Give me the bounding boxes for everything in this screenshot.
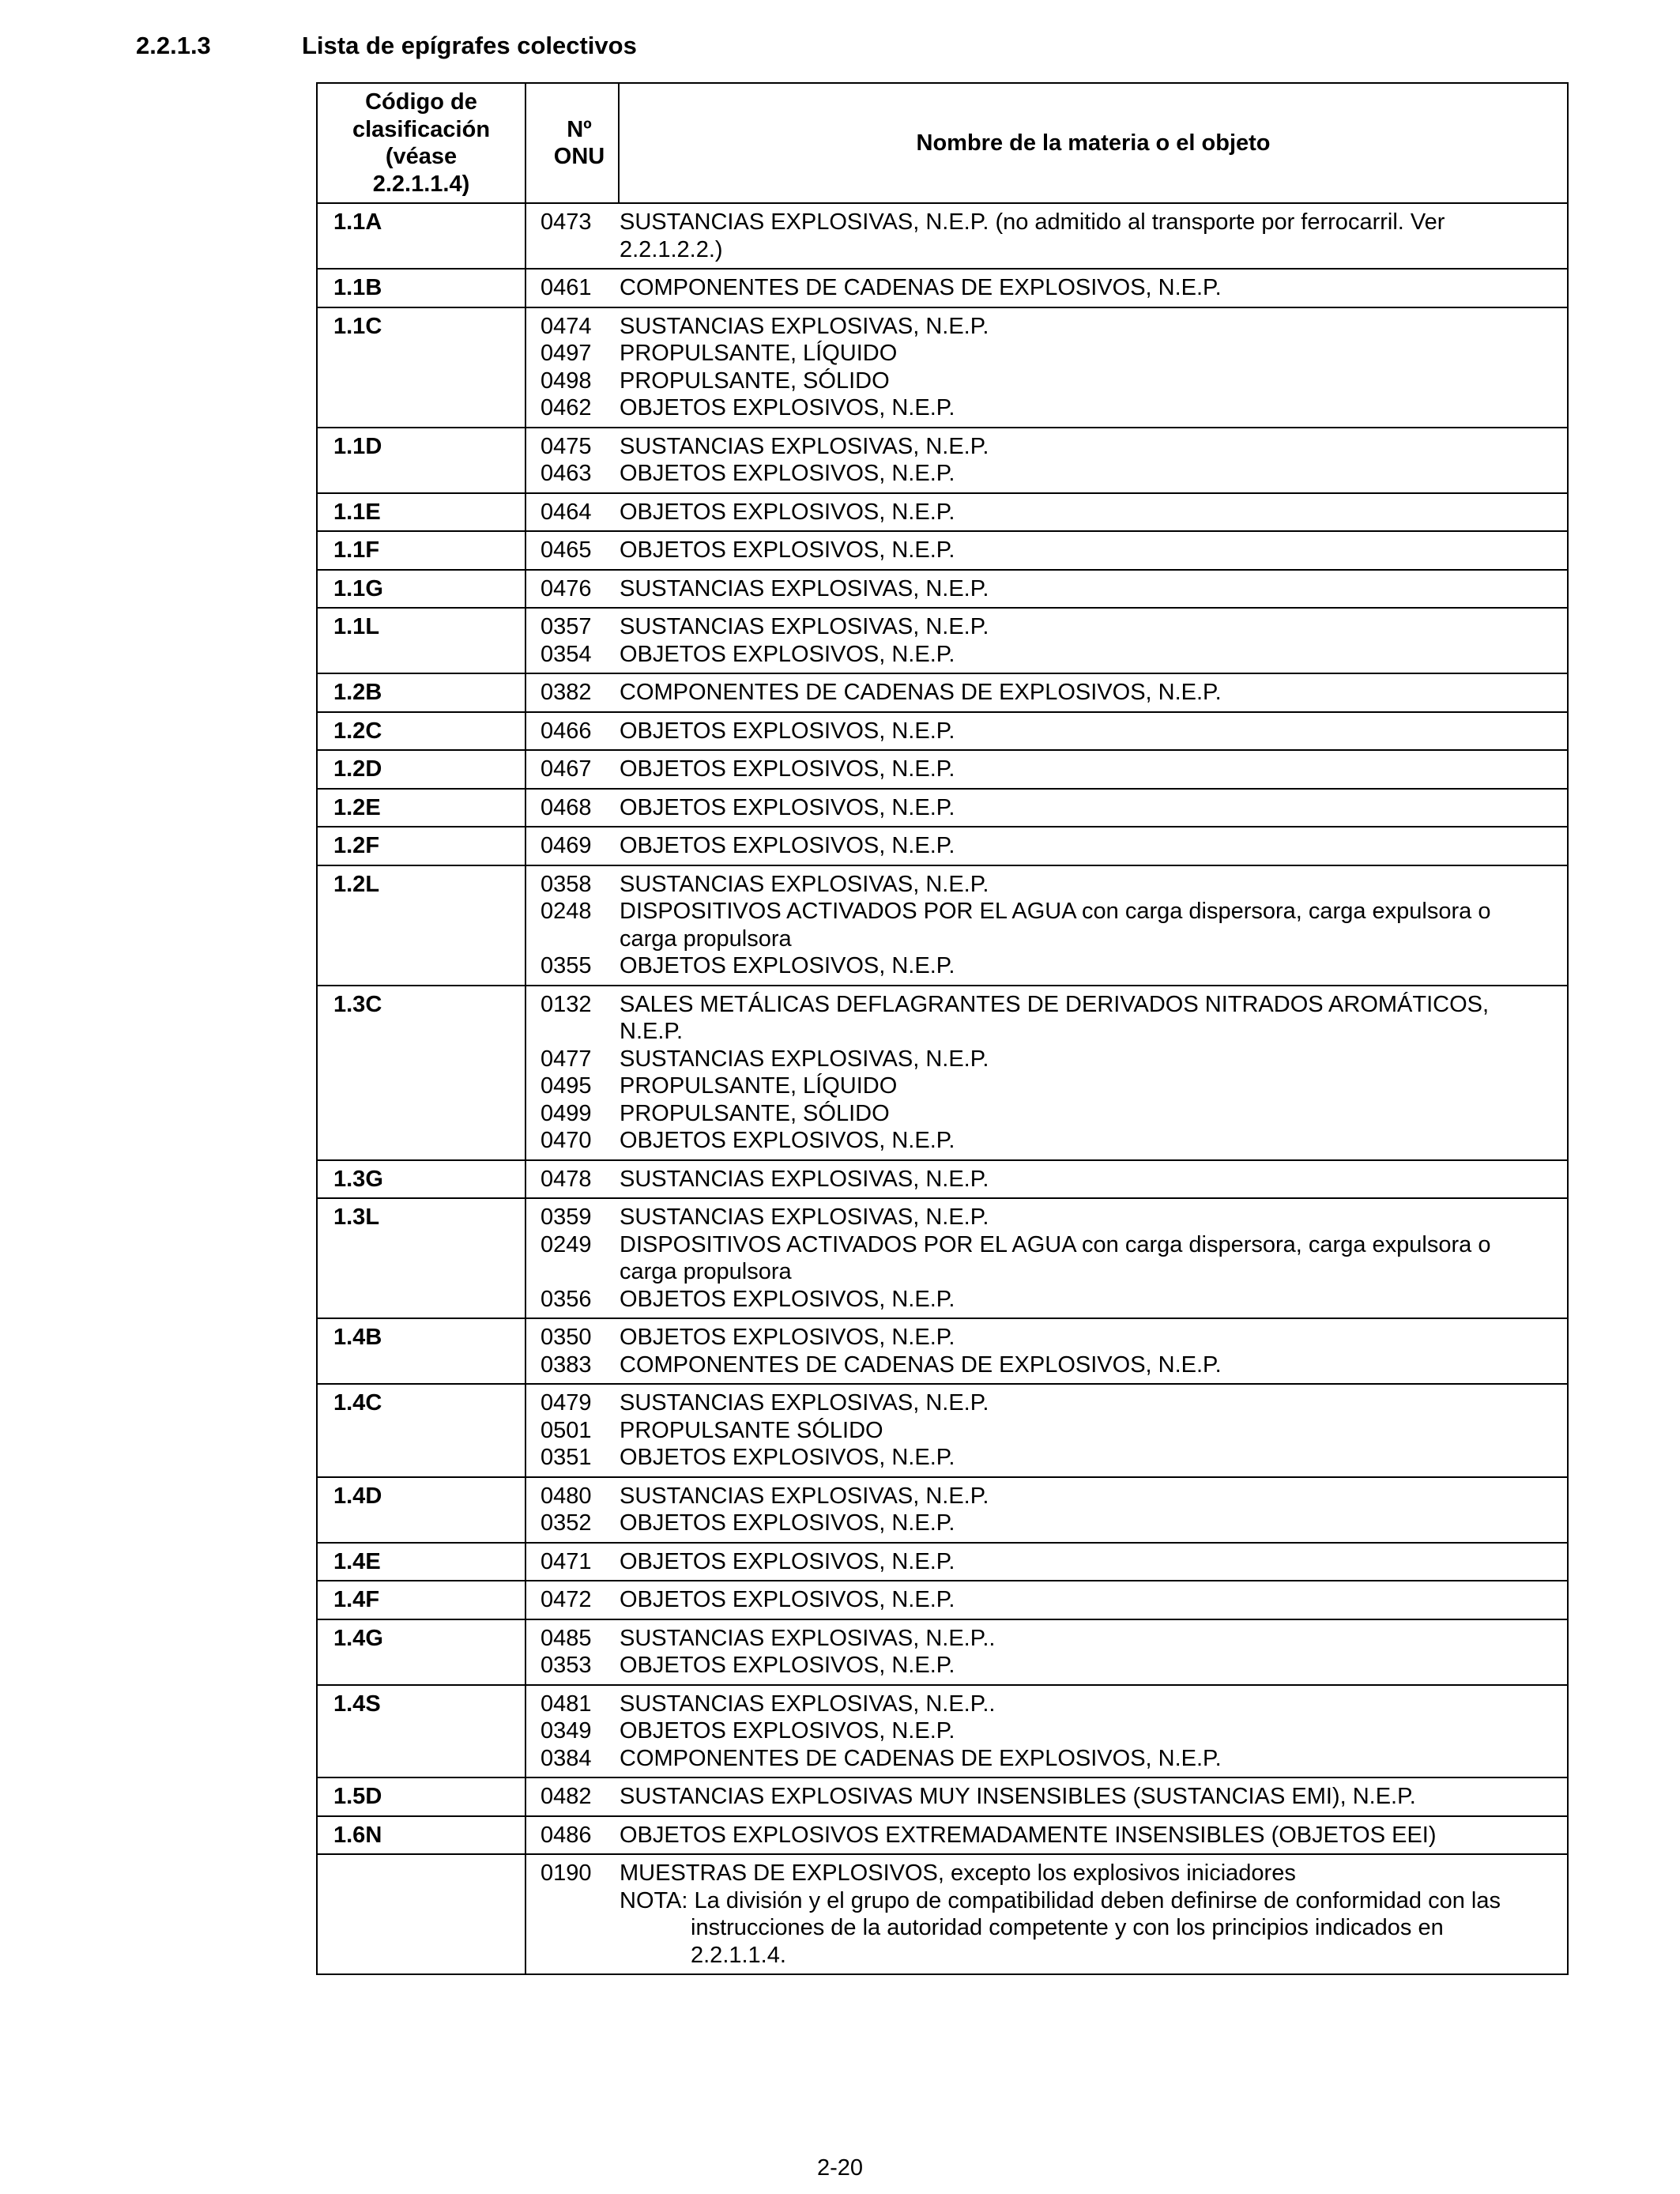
entry-name-line: SUSTANCIAS EXPLOSIVAS, N.E.P. xyxy=(620,313,989,339)
un-number: 0495 xyxy=(541,1073,592,1099)
entry-name-line: OBJETOS EXPLOSIVOS, N.E.P. xyxy=(620,833,955,858)
table-row xyxy=(317,789,1568,827)
entry-name xyxy=(620,1100,1532,1128)
table-row xyxy=(317,1543,1568,1581)
entry-name-line: OBJETOS EXPLOSIVOS EXTREMADAMENTE INSENSIBLES (OBJETOS EEI) xyxy=(620,1822,1437,1848)
un-number: 0482 xyxy=(541,1784,592,1809)
un-number: 0468 xyxy=(541,794,592,820)
entry-name-line: COMPONENTES DE CADENAS DE EXPLOSIVOS, N.E.P. xyxy=(620,1745,1222,1771)
entry-name xyxy=(620,641,1532,669)
entry-name-line: carga propulsora xyxy=(620,925,792,952)
entry-name xyxy=(620,1286,1532,1314)
entry-name xyxy=(620,274,1532,302)
un-number: 0357 xyxy=(541,614,592,639)
entry xyxy=(526,537,1532,564)
un-number: 0351 xyxy=(541,1445,592,1470)
entries-cell xyxy=(525,493,1568,532)
entries-cell xyxy=(525,789,1568,827)
un-number: 0486 xyxy=(541,1822,592,1848)
entry-name xyxy=(620,1046,1532,1073)
entry-name-line: SUSTANCIAS EXPLOSIVAS MUY INSENSIBLES (SUSTANCIAS EMI), N.E.P. xyxy=(620,1784,1416,1809)
entry-name-line: OBJETOS EXPLOSIVOS, N.E.P. xyxy=(620,499,955,525)
entry-name-line: MUESTRAS DE EXPLOSIVOS, excepto los explosivos iniciadores xyxy=(620,1860,1296,1886)
entry-name xyxy=(620,1510,1532,1537)
header-code-line: clasificación xyxy=(352,116,491,142)
entries-cell xyxy=(525,673,1568,712)
entry xyxy=(526,679,1532,707)
entry-name xyxy=(620,1625,1532,1653)
entry xyxy=(526,1510,1532,1537)
classification-code: 1.4C xyxy=(317,1384,525,1477)
entry xyxy=(526,1127,1532,1155)
entry-name xyxy=(620,952,1532,980)
entry-name xyxy=(620,340,1532,368)
entry xyxy=(526,1100,1532,1128)
entry-name xyxy=(620,756,1532,783)
entry-name-line: DISPOSITIVOS ACTIVADOS POR EL AGUA con carga dispersora, carga expulsora o xyxy=(620,899,1491,924)
header-onu-line: Nº xyxy=(567,116,592,142)
entry-name xyxy=(620,991,1532,1046)
entry-name xyxy=(620,1691,1532,1718)
entry-name xyxy=(620,1586,1532,1614)
entry-name-line: COMPONENTES DE CADENAS DE EXPLOSIVOS, N.E.P. xyxy=(620,275,1222,300)
table-row xyxy=(317,1318,1568,1384)
entry-name xyxy=(620,1072,1532,1100)
entry xyxy=(526,209,1532,263)
entries-cell xyxy=(525,203,1568,269)
entry-name xyxy=(620,1204,1532,1231)
entry xyxy=(526,1483,1532,1510)
entry-name xyxy=(620,1548,1532,1576)
un-number: 0473 xyxy=(541,209,592,235)
table-row xyxy=(317,608,1568,673)
entry xyxy=(526,641,1532,669)
entry-name xyxy=(620,368,1532,395)
table-header-row xyxy=(317,83,1568,203)
un-number: 0349 xyxy=(541,1718,592,1744)
entries-cell xyxy=(525,1854,1568,1974)
entry xyxy=(526,1625,1532,1653)
entries-cell xyxy=(525,1816,1568,1855)
entries-cell xyxy=(525,1543,1568,1581)
entry-name xyxy=(620,1860,1532,1887)
section-heading xyxy=(136,32,637,60)
table-row xyxy=(317,269,1568,307)
entry-name xyxy=(620,1717,1532,1745)
entries-cell xyxy=(525,750,1568,789)
un-number: 0358 xyxy=(541,871,592,897)
entries-cell xyxy=(525,1160,1568,1199)
entry-name-line: SUSTANCIAS EXPLOSIVAS, N.E.P.. xyxy=(620,1625,996,1651)
un-number: 0466 xyxy=(541,718,592,744)
entry-name xyxy=(620,1652,1532,1679)
entry xyxy=(526,1324,1532,1351)
un-number: 0384 xyxy=(541,1745,592,1771)
un-number: 0479 xyxy=(541,1390,592,1416)
entry-name xyxy=(620,1483,1532,1510)
un-number: 0475 xyxy=(541,433,592,459)
entry-name xyxy=(620,1324,1532,1351)
entry-name xyxy=(620,575,1532,603)
classification-code: 1.4E xyxy=(317,1543,525,1581)
entry-name-line: COMPONENTES DE CADENAS DE EXPLOSIVOS, N.E.P. xyxy=(620,680,1222,705)
entry-name xyxy=(620,1231,1532,1286)
entry xyxy=(526,1046,1532,1073)
classification-code: 1.2C xyxy=(317,712,525,751)
entry-name-line: SUSTANCIAS EXPLOSIVAS, N.E.P. xyxy=(620,1483,989,1509)
un-number: 0481 xyxy=(541,1691,592,1717)
classification-code: 1.3C xyxy=(317,986,525,1160)
classification-code: 1.1E xyxy=(317,493,525,532)
un-number: 0356 xyxy=(541,1286,592,1312)
table-row xyxy=(317,1685,1568,1778)
note-line: 2.2.1.1.4. xyxy=(691,1942,786,1968)
entry-name xyxy=(620,313,1532,341)
classification-code: 1.2F xyxy=(317,827,525,865)
un-number: 0476 xyxy=(541,575,592,601)
entries-cell xyxy=(525,608,1568,673)
entry-name-line: SUSTANCIAS EXPLOSIVAS, N.E.P. xyxy=(620,575,989,601)
entry xyxy=(526,460,1532,488)
entry-name xyxy=(620,1127,1532,1155)
entry-name xyxy=(620,1822,1532,1849)
entry xyxy=(526,794,1532,822)
entries-cell xyxy=(525,712,1568,751)
classification-code: 1.6N xyxy=(317,1816,525,1855)
entry-name xyxy=(620,537,1532,564)
classification-code: 1.1F xyxy=(317,531,525,570)
entries-cell xyxy=(525,1384,1568,1477)
entry xyxy=(526,1444,1532,1472)
entry-name-line: OBJETOS EXPLOSIVOS, N.E.P. xyxy=(620,1653,955,1678)
entry-name-line: OBJETOS EXPLOSIVOS, N.E.P. xyxy=(620,1445,955,1470)
entry-name-line: OBJETOS EXPLOSIVOS, N.E.P. xyxy=(620,1587,955,1612)
entry-name xyxy=(620,499,1532,526)
entries-cell xyxy=(525,1477,1568,1543)
classification-code: 1.4G xyxy=(317,1619,525,1685)
entry-name-line: SUSTANCIAS EXPLOSIVAS, N.E.P. xyxy=(620,614,989,639)
header-onu-line: ONU xyxy=(553,144,605,169)
entry-name-line: OBJETOS EXPLOSIVOS, N.E.P. xyxy=(620,1718,955,1744)
entry xyxy=(526,1586,1532,1614)
entry-name-line: OBJETOS EXPLOSIVOS, N.E.P. xyxy=(620,794,955,820)
entry xyxy=(526,898,1532,952)
un-number: 0461 xyxy=(541,275,592,300)
entry xyxy=(526,1783,1532,1811)
un-number: 0190 xyxy=(541,1860,592,1886)
entry-name-line: OBJETOS EXPLOSIVOS, N.E.P. xyxy=(620,953,955,978)
un-number: 0355 xyxy=(541,953,592,978)
entry xyxy=(526,1072,1532,1100)
entries-cell xyxy=(525,1198,1568,1318)
entries-cell xyxy=(525,1581,1568,1619)
table-row xyxy=(317,531,1568,570)
entry xyxy=(526,1691,1532,1718)
entry-name-line: SUSTANCIAS EXPLOSIVAS, N.E.P. xyxy=(620,1204,989,1230)
classification-code: 1.1C xyxy=(317,307,525,428)
classification-code: 1.4B xyxy=(317,1318,525,1384)
entry-name-line: carga propulsora xyxy=(620,1259,792,1284)
table-row xyxy=(317,1816,1568,1855)
entry xyxy=(526,952,1532,980)
entries-cell xyxy=(525,986,1568,1160)
note xyxy=(526,1887,1532,1970)
un-number: 0472 xyxy=(541,1587,592,1612)
table-body xyxy=(317,203,1568,1974)
classification-code: 1.2D xyxy=(317,750,525,789)
entry xyxy=(526,274,1532,302)
table-row xyxy=(317,1477,1568,1543)
table-row xyxy=(317,428,1568,493)
un-number: 0480 xyxy=(541,1483,592,1509)
classification-code: 1.1A xyxy=(317,203,525,269)
classification-code: 1.1G xyxy=(317,570,525,609)
entry xyxy=(526,756,1532,783)
table-row xyxy=(317,986,1568,1160)
entry-name-line: SUSTANCIAS EXPLOSIVAS, N.E.P. xyxy=(620,871,989,897)
entry-name-line: PROPULSANTE, SÓLIDO xyxy=(620,1100,890,1126)
table-row xyxy=(317,1198,1568,1318)
entries-cell xyxy=(525,1619,1568,1685)
classification-code: 1.1B xyxy=(317,269,525,307)
page-number: 2-20 xyxy=(816,2155,864,2181)
entry-name-line: OBJETOS EXPLOSIVOS, N.E.P. xyxy=(620,1510,955,1536)
entry xyxy=(526,1717,1532,1745)
entries-cell xyxy=(525,865,1568,986)
entries-cell xyxy=(525,827,1568,865)
classification-code xyxy=(317,1854,525,1974)
entry-name xyxy=(620,718,1532,745)
entry-name xyxy=(620,613,1532,641)
entry-name-line: PROPULSANTE SÓLIDO xyxy=(620,1417,883,1443)
entry xyxy=(526,1822,1532,1849)
entries-cell xyxy=(525,570,1568,609)
entry-name-line: OBJETOS EXPLOSIVOS, N.E.P. xyxy=(620,1325,955,1350)
un-number: 0498 xyxy=(541,368,592,394)
un-number: 0485 xyxy=(541,1625,592,1651)
table-row xyxy=(317,1384,1568,1477)
entry xyxy=(526,340,1532,368)
entry-name-line: SUSTANCIAS EXPLOSIVAS, N.E.P. xyxy=(620,1046,989,1072)
un-number: 0354 xyxy=(541,641,592,667)
entry-name xyxy=(620,1389,1532,1417)
un-number: 0497 xyxy=(541,341,592,366)
classification-code: 1.2E xyxy=(317,789,525,827)
entry-name xyxy=(620,794,1532,822)
un-number: 0352 xyxy=(541,1510,592,1536)
classification-code: 1.2L xyxy=(317,865,525,986)
collective-entries-table xyxy=(316,82,1569,1975)
entry xyxy=(526,1351,1532,1379)
entry-name xyxy=(620,394,1532,422)
entry-name xyxy=(620,871,1532,899)
classification-code: 1.4S xyxy=(317,1685,525,1778)
entry-name xyxy=(620,209,1532,263)
un-number: 0469 xyxy=(541,833,592,858)
entry-name-line: OBJETOS EXPLOSIVOS, N.E.P. xyxy=(620,641,955,667)
un-number: 0499 xyxy=(541,1100,592,1126)
entry xyxy=(526,1652,1532,1679)
entries-cell xyxy=(525,531,1568,570)
entry-name-line: OBJETOS EXPLOSIVOS, N.E.P. xyxy=(620,537,955,563)
entries-cell xyxy=(525,1685,1568,1778)
note-label: NOTA xyxy=(620,1887,682,1913)
entries-cell xyxy=(525,307,1568,428)
table-row xyxy=(317,1160,1568,1199)
classification-code: 1.5D xyxy=(317,1777,525,1816)
entry xyxy=(526,1166,1532,1193)
entry-name-line: DISPOSITIVOS ACTIVADOS POR EL AGUA con carga dispersora, carga expulsora o xyxy=(620,1231,1491,1257)
un-number: 0464 xyxy=(541,499,592,525)
section-number: 2.2.1.3 xyxy=(136,32,211,59)
table-row xyxy=(317,1777,1568,1816)
header-code-line: (véase xyxy=(385,144,458,169)
entry-name-line: SUSTANCIAS EXPLOSIVAS, N.E.P.. xyxy=(620,1691,996,1717)
un-number: 0248 xyxy=(541,899,592,924)
table-row xyxy=(317,1854,1568,1974)
un-number: 0478 xyxy=(541,1166,592,1192)
entry xyxy=(526,613,1532,641)
table-row xyxy=(317,307,1568,428)
header-onu xyxy=(525,83,619,203)
entry xyxy=(526,1204,1532,1231)
entry-name-line: PROPULSANTE, LÍQUIDO xyxy=(620,1073,898,1099)
un-number: 0467 xyxy=(541,756,592,782)
un-number: 0474 xyxy=(541,313,592,339)
un-number: 0382 xyxy=(541,680,592,705)
un-number: 0350 xyxy=(541,1325,592,1350)
table-row xyxy=(317,203,1568,269)
entry-name-line: SALES METÁLICAS DEFLAGRANTES DE DERIVADOS NITRADOS AROMÁTICOS, xyxy=(620,991,1490,1017)
classification-code: 1.1D xyxy=(317,428,525,493)
entry-name xyxy=(620,679,1532,707)
un-number: 0477 xyxy=(541,1046,592,1072)
entry xyxy=(526,1231,1532,1286)
un-number: 0383 xyxy=(541,1351,592,1378)
entries-cell xyxy=(525,269,1568,307)
un-number: 0471 xyxy=(541,1548,592,1574)
entry-name-line: SUSTANCIAS EXPLOSIVAS, N.E.P. xyxy=(620,1166,989,1192)
entries-cell xyxy=(525,1318,1568,1384)
entry-name xyxy=(620,1351,1532,1379)
entry-name xyxy=(620,1783,1532,1811)
un-number: 0463 xyxy=(541,461,592,486)
table-row xyxy=(317,673,1568,712)
table-row xyxy=(317,827,1568,865)
entries-cell xyxy=(525,428,1568,493)
entry-name-line: N.E.P. xyxy=(620,1019,684,1044)
entry-name-line: OBJETOS EXPLOSIVOS, N.E.P. xyxy=(620,1548,955,1574)
entry-name-line: OBJETOS EXPLOSIVOS, N.E.P. xyxy=(620,1128,955,1153)
entry xyxy=(526,394,1532,422)
table-row xyxy=(317,1581,1568,1619)
entry-name-line: OBJETOS EXPLOSIVOS, N.E.P. xyxy=(620,395,955,420)
header-code-line: Código de xyxy=(365,89,477,115)
entry-name-line: OBJETOS EXPLOSIVOS, N.E.P. xyxy=(620,718,955,744)
classification-code: 1.1L xyxy=(317,608,525,673)
classification-code: 1.2B xyxy=(317,673,525,712)
un-number: 0470 xyxy=(541,1128,592,1153)
classification-code: 1.4D xyxy=(317,1477,525,1543)
entry-name xyxy=(620,433,1532,461)
table-row xyxy=(317,1619,1568,1685)
classification-code: 1.3G xyxy=(317,1160,525,1199)
entry xyxy=(526,433,1532,461)
entry-name xyxy=(620,1417,1532,1445)
entry-name-line: PROPULSANTE, SÓLIDO xyxy=(620,368,890,394)
entry xyxy=(526,575,1532,603)
entry xyxy=(526,1417,1532,1445)
table-row xyxy=(317,570,1568,609)
entry xyxy=(526,368,1532,395)
note-body xyxy=(620,1887,1532,1970)
entry xyxy=(526,1286,1532,1314)
entry-name xyxy=(620,832,1532,860)
section-title: Lista de epígrafes colectivos xyxy=(302,32,637,59)
un-number: 0132 xyxy=(541,991,592,1017)
entry-name-line: 2.2.1.2.2.) xyxy=(620,236,723,262)
entry xyxy=(526,1548,1532,1576)
entries-cell xyxy=(525,1777,1568,1816)
entry xyxy=(526,313,1532,341)
entry-name-line: OBJETOS EXPLOSIVOS, N.E.P. xyxy=(620,461,955,486)
classification-code: 1.4F xyxy=(317,1581,525,1619)
table-row xyxy=(317,865,1568,986)
entry xyxy=(526,991,1532,1046)
header-code-line: 2.2.1.1.4) xyxy=(372,171,470,197)
entry-name-line: OBJETOS EXPLOSIVOS, N.E.P. xyxy=(620,756,955,782)
header-name: Nombre de la materia o el objeto xyxy=(619,83,1568,203)
entry xyxy=(526,499,1532,526)
entry xyxy=(526,871,1532,899)
entry xyxy=(526,1860,1532,1887)
header-code xyxy=(317,83,525,203)
un-number: 0359 xyxy=(541,1204,592,1230)
table-row xyxy=(317,712,1568,751)
entry-name-line: SUSTANCIAS EXPLOSIVAS, N.E.P. (no admitido al transporte por ferrocarril. Ver xyxy=(620,209,1445,235)
entry-name xyxy=(620,1745,1532,1773)
classification-code: 1.3L xyxy=(317,1198,525,1318)
entry-name-line: COMPONENTES DE CADENAS DE EXPLOSIVOS, N.E.P. xyxy=(620,1351,1222,1378)
entry-name-line: SUSTANCIAS EXPLOSIVAS, N.E.P. xyxy=(620,433,989,459)
un-number: 0465 xyxy=(541,537,592,563)
entry-name xyxy=(620,460,1532,488)
entry xyxy=(526,832,1532,860)
entry-name xyxy=(620,1444,1532,1472)
un-number: 0353 xyxy=(541,1653,592,1678)
un-number: 0249 xyxy=(541,1231,592,1257)
entry-name-line: PROPULSANTE, LÍQUIDO xyxy=(620,341,898,366)
note-line: instrucciones de la autoridad competente y con los principios indicados en xyxy=(691,1915,1444,1940)
entry-name xyxy=(620,1166,1532,1193)
entry xyxy=(526,1389,1532,1417)
un-number: 0462 xyxy=(541,395,592,420)
entry-name xyxy=(620,898,1532,952)
un-number: 0501 xyxy=(541,1417,592,1443)
table-row xyxy=(317,750,1568,789)
table-row xyxy=(317,493,1568,532)
entry xyxy=(526,1745,1532,1773)
entry-name-line: OBJETOS EXPLOSIVOS, N.E.P. xyxy=(620,1286,955,1312)
note-line: : La división y el grupo de compatibilidad deben definirse de conformidad con las xyxy=(681,1887,1501,1913)
entry-name-line: SUSTANCIAS EXPLOSIVAS, N.E.P. xyxy=(620,1390,989,1416)
entry xyxy=(526,718,1532,745)
